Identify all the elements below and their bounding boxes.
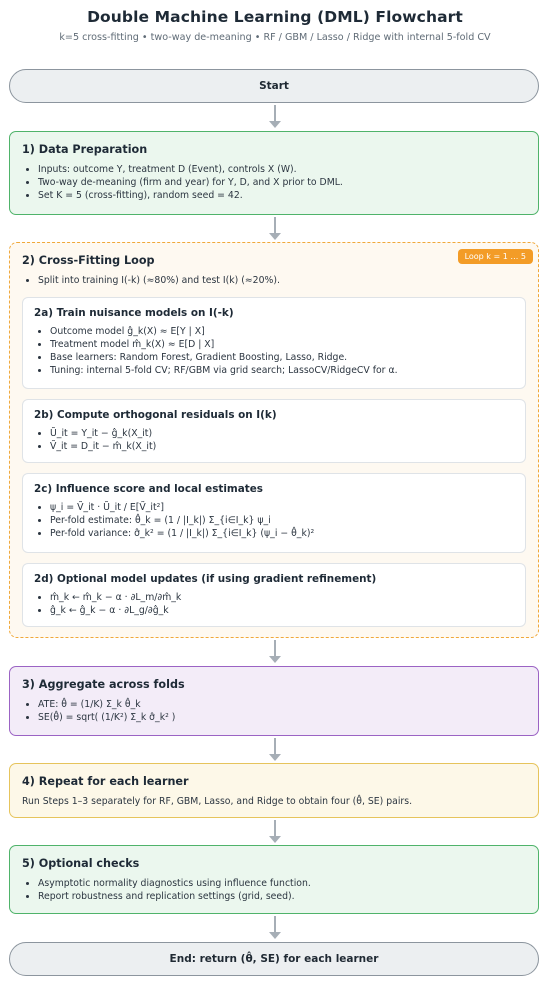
step5-optional-checks (9, 845, 539, 914)
step2a-item: • Base learners: Random Forest, Gradient Boosting, Lasso, Ridge. (50, 351, 514, 364)
step4-title: 4) Repeat for each learner (22, 775, 189, 788)
arrow-step3-to-step4 (267, 738, 283, 762)
step3-list (22, 698, 526, 724)
step1-item: • Two-way de-meaning (firm and year) for Y, D, and X prior to DML. (38, 176, 526, 189)
step2d-item: • ĝ_k ← ĝ_k − α · ∂L_g/∂ĝ_k (50, 604, 514, 617)
step2-title: 2) Cross-Fitting Loop (22, 254, 155, 267)
end-node (9, 942, 539, 976)
step5-list (22, 877, 526, 903)
arrow-start-to-step1 (267, 105, 283, 129)
arrow-step2-to-step3 (267, 640, 283, 664)
step4-repeat (9, 763, 539, 818)
step2a-item: • Treatment model m̂_k(X) ≈ E[D | X] (50, 338, 514, 351)
step2b-list (34, 427, 514, 453)
step2-cross-fitting-loop (9, 242, 539, 638)
step2c-item: • ψ_i = Ṽ_it · Ũ_it / E[Ṽ_it²] (50, 501, 514, 514)
step5-item: • Asymptotic normality diagnostics using influence function. (38, 877, 526, 890)
step4-text: Run Steps 1–3 separately for RF, GBM, Lasso, and Ridge to obtain four (θ̂, SE) pairs. (22, 796, 413, 807)
step2d-title: 2d) Optional model updates (if using gradient refinement) (34, 573, 377, 585)
step3-aggregate (9, 666, 539, 736)
step2b-item: • Ũ_it = Y_it − ĝ_k(X_it) (50, 427, 514, 440)
step3-item: • ATE: θ̂ = (1/K) Σ_k θ̂_k (38, 698, 526, 711)
step3-title: 3) Aggregate across folds (22, 678, 185, 691)
step1-data-preparation (9, 131, 539, 215)
step2c-item: • Per-fold variance: σ̂_k² = (1 / |I_k|) Σ_{i∈I_k} (ψ_i − θ̂_k)² (50, 527, 514, 540)
step5-item: • Report robustness and replication settings (grid, seed). (38, 890, 526, 903)
start-node (9, 69, 539, 103)
step2c-list (34, 501, 514, 540)
step2d-optional-updates (22, 563, 526, 627)
page-subtitle: k=5 cross-fitting • two-way de-meaning • RF / GBM / Lasso / Ridge with internal 5-fold CV (59, 32, 491, 43)
step2c-item: • Per-fold estimate: θ̂_k = (1 / |I_k|) Σ_{i∈I_k} ψ_i (50, 514, 514, 527)
step1-item: • Set K = 5 (cross-fitting), random seed = 42. (38, 189, 526, 202)
step2a-item: • Outcome model ĝ_k(X) ≈ E[Y | X] (50, 325, 514, 338)
step2a-item: • Tuning: internal 5-fold CV; RF/GBM via grid search; LassoCV/RidgeCV for α. (50, 364, 514, 377)
arrow-step4-to-step5 (267, 820, 283, 844)
step1-title: 1) Data Preparation (22, 143, 148, 156)
arrow-step1-to-step2 (267, 217, 283, 241)
step2c-influence-score (22, 473, 526, 553)
step5-title: 5) Optional checks (22, 857, 140, 870)
step2a-title: 2a) Train nuisance models on I(-k) (34, 307, 234, 319)
end-label: End: return (θ̂, SE) for each learner (169, 953, 379, 965)
step2a-train-nuisance (22, 297, 526, 389)
step1-item: • Inputs: outcome Y, treatment D (Event), controls X (W). (38, 163, 526, 176)
step2-list (22, 274, 526, 287)
step2d-list (34, 591, 514, 617)
step2a-list (34, 325, 514, 377)
start-label: Start (259, 80, 289, 92)
step2b-title: 2b) Compute orthogonal residuals on I(k) (34, 409, 277, 421)
step2c-title: 2c) Influence score and local estimates (34, 483, 263, 495)
step3-item: • SE(θ̂) = sqrt( (1/K²) Σ_k σ̂_k² ) (38, 711, 526, 724)
loop-badge: Loop k = 1 … 5 (458, 249, 533, 264)
page-title: Double Machine Learning (DML) Flowchart (87, 8, 463, 26)
arrow-step5-to-end (267, 916, 283, 940)
step2b-orthogonal-residuals (22, 399, 526, 463)
step2b-item: • Ṽ_it = D_it − m̂_k(X_it) (50, 440, 514, 453)
step2-item: • Split into training I(-k) (≈80%) and test I(k) (≈20%). (38, 274, 526, 287)
step2d-item: • m̂_k ← m̂_k − α · ∂L_m/∂m̂_k (50, 591, 514, 604)
step1-list (22, 163, 526, 202)
